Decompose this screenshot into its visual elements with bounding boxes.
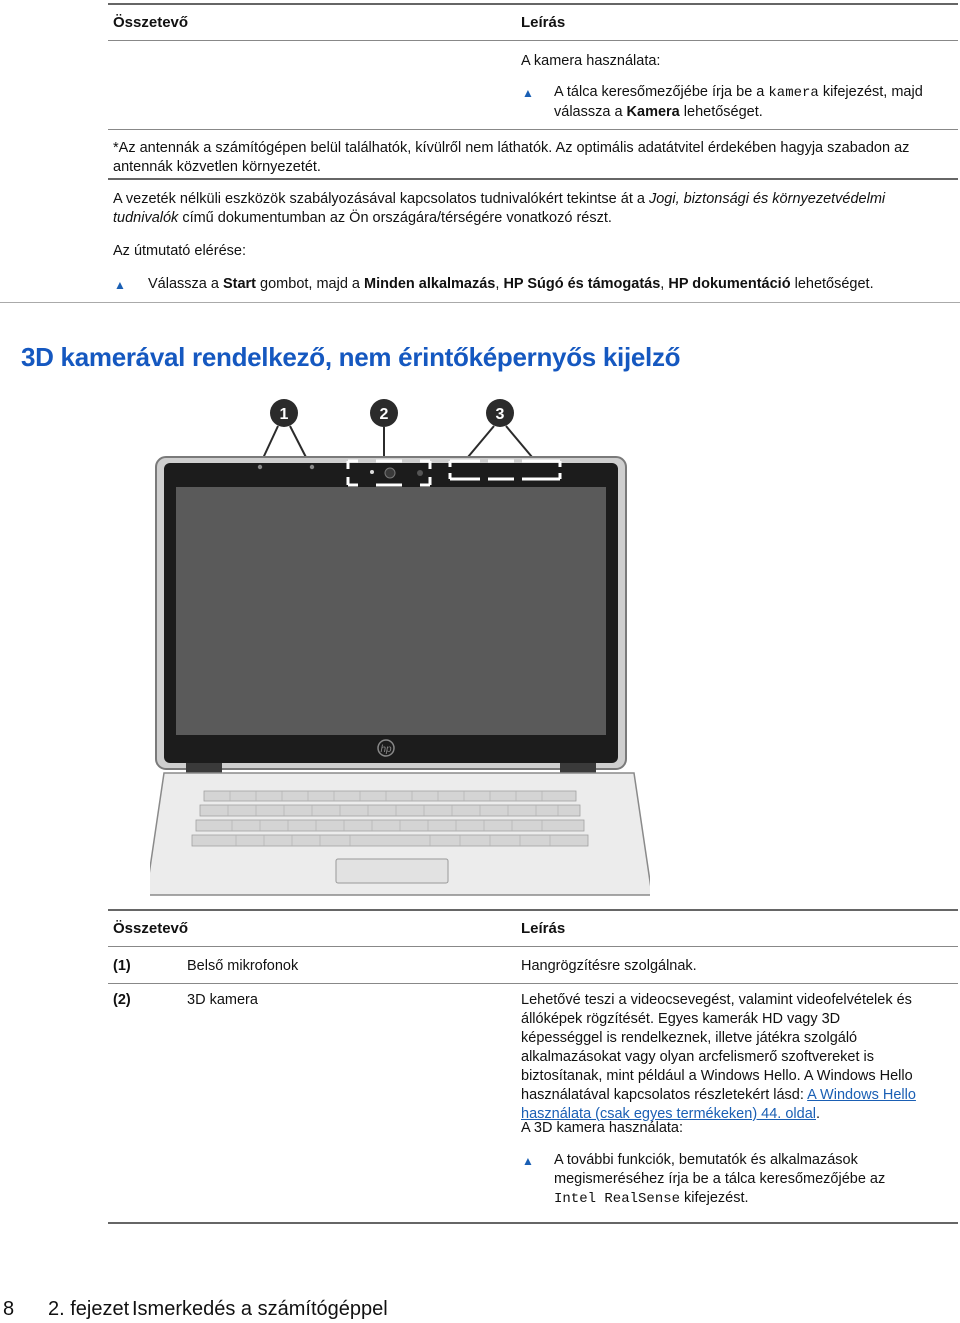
bullet-triangle-icon: ▲ — [522, 1154, 534, 1168]
bottom-table-bottom-rule — [108, 1222, 958, 1224]
section-title: 3D kamerával rendelkező, nem érintőképernyős kijelző — [21, 342, 681, 372]
bullet-triangle-icon: ▲ — [114, 278, 126, 292]
guide-access-label: Az útmutató elérése: — [113, 243, 246, 259]
top-table-row-rule — [108, 129, 958, 130]
row-2-description: Lehetővé teszi a videocsevegést, valamint videofelvételek és állóképek rögzítését. Egyes kamerák HD vagy 3D képességgel is rendelkeznek, illetve játékra szolgáló alkalmazásokat vagy olyan arcfelismerő szoftvereket is biztosítanak, mint például a Windows Hello. A Windows Hello használatával kapcsolatos részletekért lásd: A Windows Hello használata (csak egyes termékeken) 44. oldal. — [521, 992, 916, 1122]
row-1-component: Belső mikrofonok — [187, 958, 299, 974]
bottom-table-row-rule — [108, 983, 958, 984]
callout-2 — [370, 399, 398, 457]
svg-text:1: 1 — [279, 406, 289, 423]
bullet-triangle-icon: ▲ — [522, 86, 534, 100]
camera-step: A tálca keresőmezőjébe írja be a kamera kifejezést, majd válassza a Kamera lehetőséget. — [554, 84, 923, 120]
wireless-regulatory-note: A vezeték nélküli eszközök szabályozásával kapcsolatos tudnivalókért tekintse át a Jogi, biztonsági és környezetvédelmi tudnivalók című dokumentumban az Ön országára/térségére vonatkozó részt. — [113, 191, 886, 226]
svg-text:2: 2 — [379, 406, 389, 423]
bottom-table-header-component: Összetevő — [113, 920, 189, 937]
svg-text:hp: hp — [380, 744, 392, 755]
top-table-top-rule — [108, 3, 958, 5]
bottom-table-header-description: Leírás — [521, 920, 566, 937]
antenna-note: *Az antennák a számítógépen belül találhatók, kívülről nem láthatók. Az optimális adatátvitel érdekében hagyja szabadon az antennák közvetlen környezetét. — [113, 140, 910, 175]
row-2-number: (2) — [113, 992, 131, 1008]
bottom-table-top-rule — [108, 909, 958, 911]
camera-usage-label: A kamera használata: — [521, 53, 661, 69]
3d-camera-usage-label: A 3D kamera használata: — [521, 1120, 684, 1136]
laptop-illustration — [150, 395, 650, 905]
windows-hello-link[interactable]: A Windows Hello használata (csak egyes termékeken) 44. oldal — [521, 1087, 916, 1122]
3d-camera-step: A további funkciók, bemutatók és alkalmazások megismeréséhez írja be a tálca keresőmezőjébe az Intel RealSense kifejezést. — [554, 1152, 886, 1207]
row-1-number: (1) — [113, 958, 131, 974]
page-number: 8 — [3, 1298, 15, 1320]
chapter-title: Ismerkedés a számítógéppel — [132, 1298, 388, 1320]
svg-text:3: 3 — [495, 406, 505, 423]
top-table-header-component: Összetevő — [113, 14, 189, 31]
guide-step: Válassza a Start gombot, majd a Minden alkalmazás, HP Súgó és támogatás, HP dokumentáció lehetőséget. — [148, 276, 874, 292]
top-table-bottom-rule — [108, 178, 958, 180]
section-divider — [0, 302, 960, 303]
top-table-header-description: Leírás — [521, 14, 566, 31]
row-1-description: Hangrögzítésre szolgálnak. — [521, 958, 697, 974]
top-table-header-rule — [108, 40, 958, 41]
bottom-table-header-rule — [108, 946, 958, 947]
row-2-component: 3D kamera — [187, 992, 258, 1008]
chapter-label: 2. fejezet — [48, 1298, 130, 1320]
callout-3 — [468, 399, 532, 457]
